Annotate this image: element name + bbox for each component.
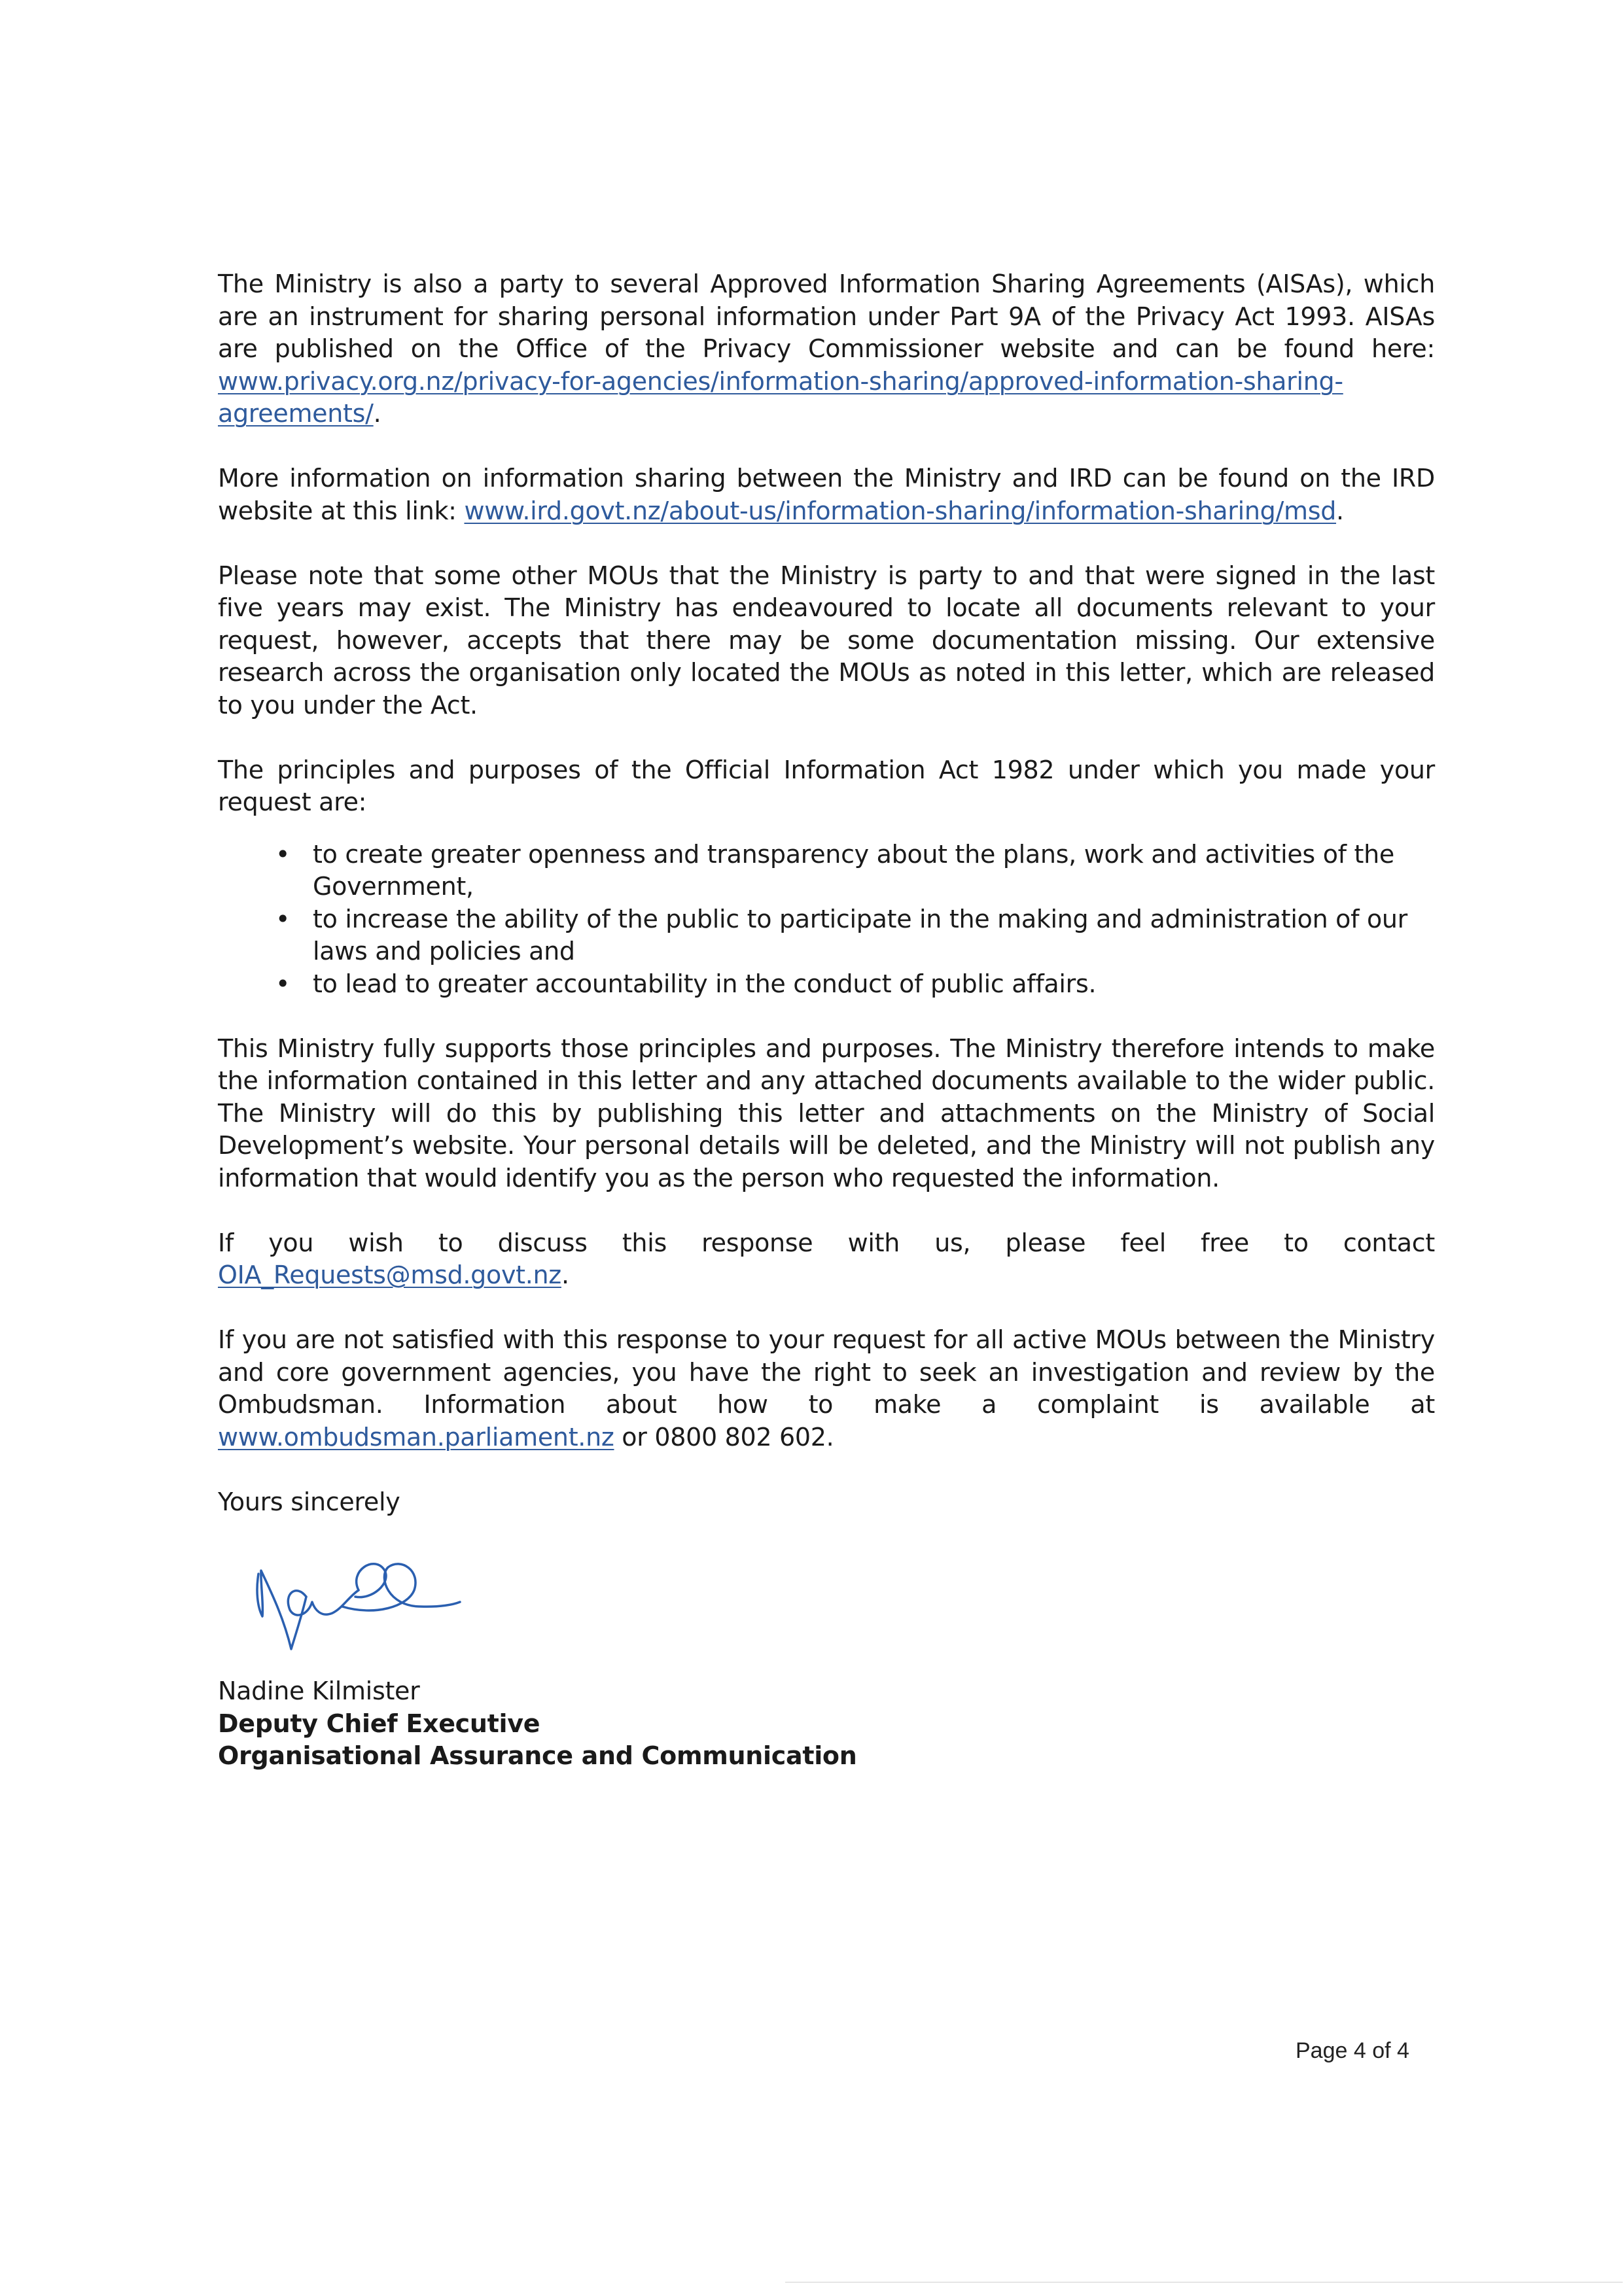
scan-artifact-divider bbox=[785, 2282, 1623, 2283]
list-item bbox=[218, 839, 1435, 903]
oia-requests-email-link[interactable]: OIA_Requests@msd.govt.nz bbox=[218, 1261, 561, 1289]
paragraph-text: More information on information sharing between the Ministry and IRD can be found on the IRD website at this link: bbox=[218, 464, 1435, 525]
bullet-icon: • bbox=[275, 904, 291, 933]
ombudsman-website-link[interactable]: www.ombudsman.parliament.nz bbox=[218, 1422, 614, 1452]
paragraph-principles-intro: The principles and purposes of the Official Information Act 1982 under which you made your request are: bbox=[218, 755, 1435, 816]
paragraph-other-mous: Please note that some other MOUs that the Ministry is party to and that were signed in the last five years may exist. The Ministry has endeavoured to locate all documents relevant to your request, however, accepts that there may be some documentation missing. Our extensive research across the organisation only located the MOUs as noted in this letter, which are released to you under the Act. bbox=[218, 561, 1435, 720]
paragraph-ombudsman bbox=[218, 1324, 1435, 1453]
list-item-text: to increase the ability of the public to participate in the making and administration of our laws and policies and bbox=[313, 904, 1407, 965]
principles-list bbox=[218, 839, 1435, 1001]
paragraph-phone: or 0800 802 602. bbox=[614, 1422, 834, 1452]
paragraph-ird bbox=[218, 462, 1435, 527]
signatory-name: Nadine Kilmister bbox=[218, 1677, 420, 1705]
closing-salutation: Yours sincerely bbox=[218, 1487, 400, 1516]
letter-body bbox=[218, 268, 1435, 1773]
paragraph-text: If you wish to discuss this response with us, please feel free to contact bbox=[218, 1228, 1435, 1257]
ird-information-sharing-link[interactable]: www.ird.govt.nz/about-us/information-sharing/information-sharing/msd bbox=[464, 496, 1337, 525]
signatory-department: Organisational Assurance and Communication bbox=[218, 1741, 857, 1770]
list-item bbox=[218, 903, 1435, 968]
list-item-text: to lead to greater accountability in the conduct of public affairs. bbox=[313, 969, 1097, 998]
paragraph-contact bbox=[218, 1227, 1435, 1292]
paragraph-punctuation: . bbox=[1336, 496, 1344, 525]
list-item bbox=[218, 968, 1435, 1001]
bullet-icon: • bbox=[275, 969, 291, 998]
bullet-icon: • bbox=[275, 839, 291, 869]
list-item-text: to create greater openness and transparency about the plans, work and activities of the Government, bbox=[313, 839, 1394, 901]
paragraph-publishing: This Ministry fully supports those principles and purposes. The Ministry therefore intends to make the information contained in this letter and any attached documents available to the wider public. The Ministry will do this by publishing this letter and attachments on the Ministry of Social Development’s website. Your personal details will be deleted, and the Ministry will not publish any information that would identify you as the person who requested the information. bbox=[218, 1034, 1435, 1192]
paragraph-text: The Ministry is also a party to several Approved Information Sharing Agreements (AISAs), which are an instrument for sharing personal information under Part 9A of the Privacy Act 1993. AISAs are published on the Office of the Privacy Commissioner website and can be found here: bbox=[218, 270, 1435, 363]
paragraph-punctuation: . bbox=[561, 1261, 569, 1289]
signatory-title: Deputy Chief Executive bbox=[218, 1709, 540, 1738]
handwritten-signature-icon bbox=[244, 1544, 519, 1656]
privacy-commissioner-link[interactable]: www.privacy.org.nz/privacy-for-agencies/information-sharing/approved-information-sharing-agreements/ bbox=[218, 366, 1343, 428]
page-number: Page 4 of 4 bbox=[1296, 2038, 1409, 2063]
paragraph-aisa bbox=[218, 268, 1435, 430]
paragraph-punctuation: . bbox=[373, 399, 381, 428]
paragraph-text: If you are not satisfied with this response to your request for all active MOUs between the Ministry and core government agencies, you have the right to seek an investigation and review by the Ombudsman. Information about how to make a complaint is available at bbox=[218, 1325, 1435, 1419]
